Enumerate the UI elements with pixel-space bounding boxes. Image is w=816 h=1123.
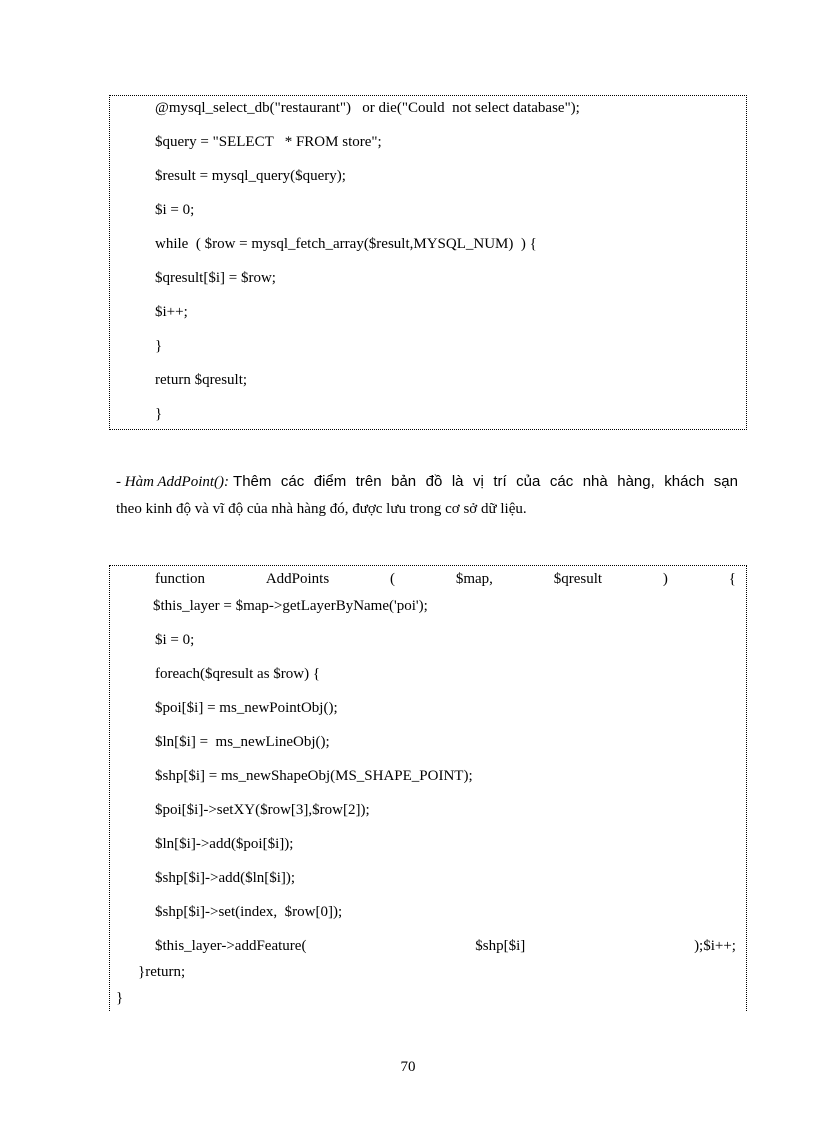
code-line: $i++; [155,304,188,320]
code-token: $this_layer->addFeature( [155,938,307,954]
paragraph-text: Thêm các điểm trên bản đồ là vị trí của các nhà hàng, khách sạn [233,473,738,490]
code-line: $ln[$i]->add($poi[$i]); [155,836,294,852]
code-line: $poi[$i] = ms_newPointObj(); [155,700,338,716]
description-paragraph [116,473,738,518]
code-line: $shp[$i]->add($ln[$i]); [155,870,296,886]
code-line: return $qresult; [155,372,248,388]
code-token: );$i++; [694,938,736,954]
code-line: $ln[$i] = ms_newLineObj(); [155,734,330,750]
code-line: foreach($qresult as $row) { [155,666,321,682]
code-token: ( [390,571,396,587]
code-line: } [155,406,163,422]
code-line: $i = 0; [155,632,195,648]
code-line: $qresult[$i] = $row; [155,270,276,286]
function-signature [155,570,736,588]
code-line: $result = mysql_query($query); [155,168,346,184]
code-line: $shp[$i] = ms_newShapeObj(MS_SHAPE_POINT); [155,768,473,784]
paragraph-line-1 [116,473,738,491]
page-number: 70 [400,1059,416,1075]
code-line: $i = 0; [155,202,195,218]
code-line: } [116,990,124,1006]
code-block-add-points [109,565,747,1011]
code-line: $shp[$i]->set(index, $row[0]); [155,904,343,920]
code-token: ) [662,571,668,587]
code-line: $poi[$i]->setXY($row[3],$row[2]); [155,802,370,818]
code-line: $this_layer = $map->getLayerByName('poi'); [153,598,428,614]
code-line: }return; [138,964,186,980]
code-token: $map, [455,571,493,587]
code-token: function [155,571,205,587]
code-line: } [155,338,163,354]
code-token: $qresult [553,571,603,587]
code-token: { [728,571,736,587]
code-token: $shp[$i] [475,938,526,954]
function-heading: - Hàm AddPoint(): [116,474,230,490]
add-feature-line [155,937,736,955]
code-line: $query = "SELECT * FROM store"; [155,134,382,150]
paragraph-line-2: theo kinh độ và vĩ độ của nhà hàng đó, được lưu trong cơ sở dữ liệu. [116,501,527,517]
code-block-mysql-query [109,95,747,430]
code-line: while ( $row = mysql_fetch_array($result,MYSQL_NUM) ) { [155,236,537,252]
code-line: @mysql_select_db("restaurant") or die("Could not select database"); [155,100,580,116]
code-token: AddPoints [265,571,330,587]
